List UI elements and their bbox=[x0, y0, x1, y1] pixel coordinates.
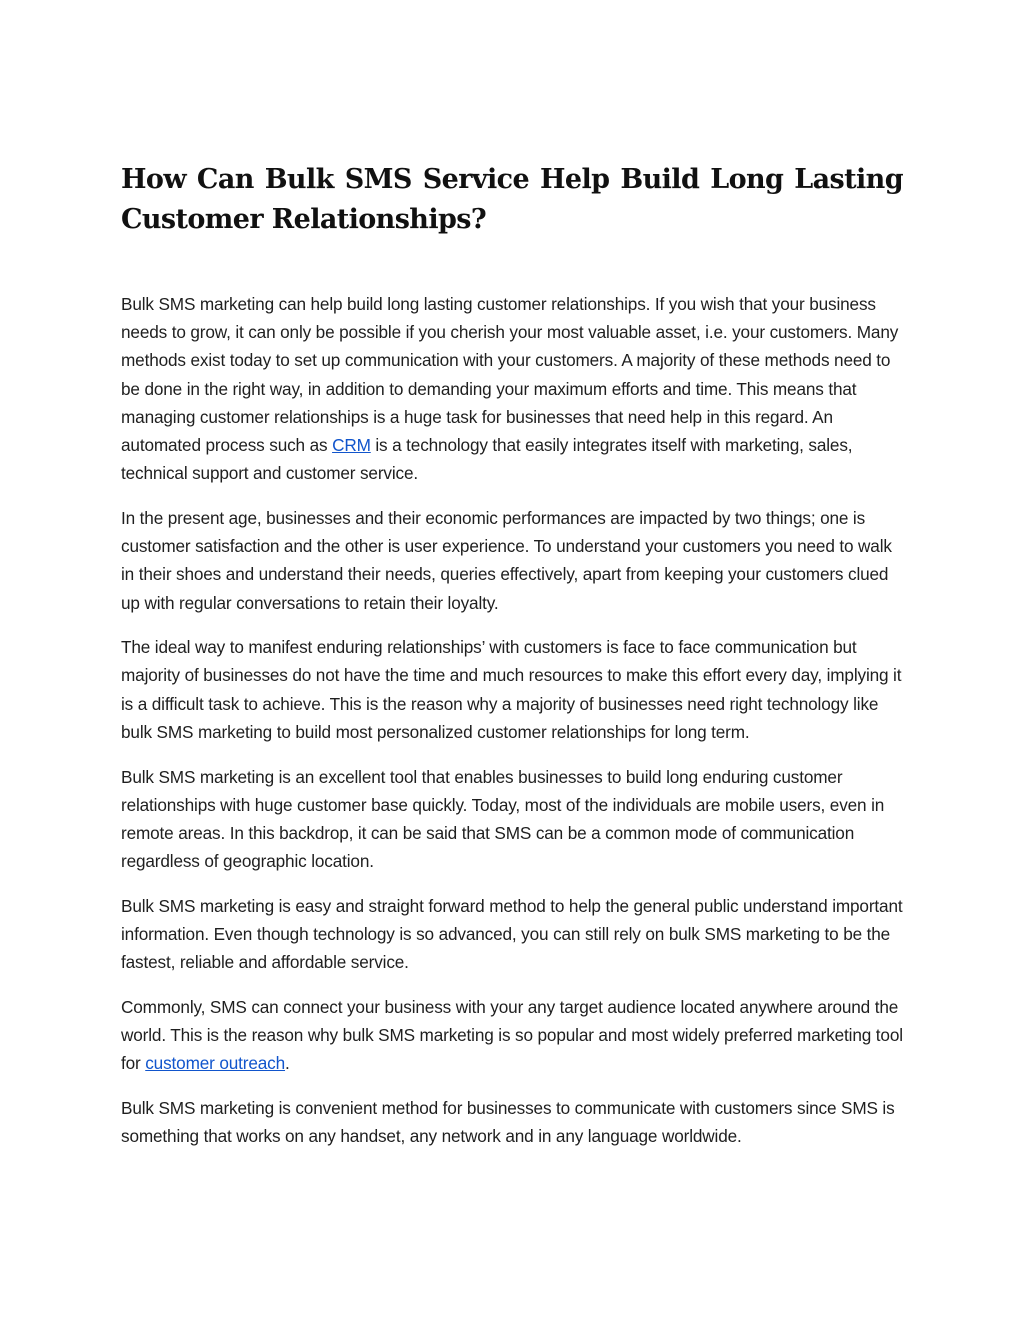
customer-outreach-link[interactable]: customer outreach bbox=[145, 1053, 286, 1074]
paragraph-4: Bulk SMS marketing is an excellent tool that enables businesses to build long enduring customer relationships with huge customer base quickly. Today, most of the individuals are mobile users, even in remote areas. In this backdrop, it can be said that SMS can be a common mode of communication regardless of geographic location. bbox=[121, 766, 885, 872]
paragraph-6 bbox=[121, 993, 903, 1078]
paragraph-1-text-after-link: is a technology that easily integrates itself with marketing, sales, technical support and customer service. bbox=[121, 435, 853, 484]
document-page bbox=[121, 160, 903, 1167]
paragraph-1-text-before-link: Bulk SMS marketing can help build long lasting customer relationships. If you wish that your business needs to grow, it can only be possible if you cherish your most valuable asset, i.e. your customers. Many methods exist today to set up communication with your customers. A majority of these methods need to be done in the right way, in addition to demanding your maximum efforts and time. This means that managing customer relationships is a huge task for businesses that need help in this regard. An automated process such as bbox=[121, 294, 899, 456]
crm-link[interactable]: CRM bbox=[332, 435, 371, 456]
document-title: How Can Bulk SMS Service Help Build Long Lasting Customer Relationships? bbox=[121, 164, 903, 235]
paragraph-7: Bulk SMS marketing is convenient method for businesses to communicate with customers since SMS is something that works on any handset, any network and in any language worldwide. bbox=[121, 1098, 895, 1147]
paragraph-2: In the present age, businesses and their economic performances are impacted by two things; one is customer satisfaction and the other is user experience. To understand your customers you need to walk in their shoes and understand their needs, queries effectively, apart from keeping your customers clued up with regular conversations to retain their loyalty. bbox=[121, 507, 892, 613]
paragraph-1 bbox=[121, 290, 903, 487]
paragraph-6-text-before-link: Commonly, SMS can connect your business with your any target audience located anywhere around the world. This is the reason why bulk SMS marketing is so popular and most widely preferred marketing tool for bbox=[121, 996, 903, 1074]
document-body bbox=[121, 290, 903, 1150]
paragraph-6-text-after-link: . bbox=[285, 1053, 290, 1074]
paragraph-5: Bulk SMS marketing is easy and straight forward method to help the general public understand important information. Even though technology is so advanced, you can still rely on bulk SMS marketing to be the fastest, reliable and affordable service. bbox=[121, 895, 903, 973]
paragraph-3: The ideal way to manifest enduring relationships’ with customers is face to face communication but majority of businesses do not have the time and much resources to make this effort every day, implying it is a difficult task to achieve. This is the reason why a majority of businesses need right technology like bulk SMS marketing to build most personalized customer relationships for long term. bbox=[121, 637, 902, 742]
